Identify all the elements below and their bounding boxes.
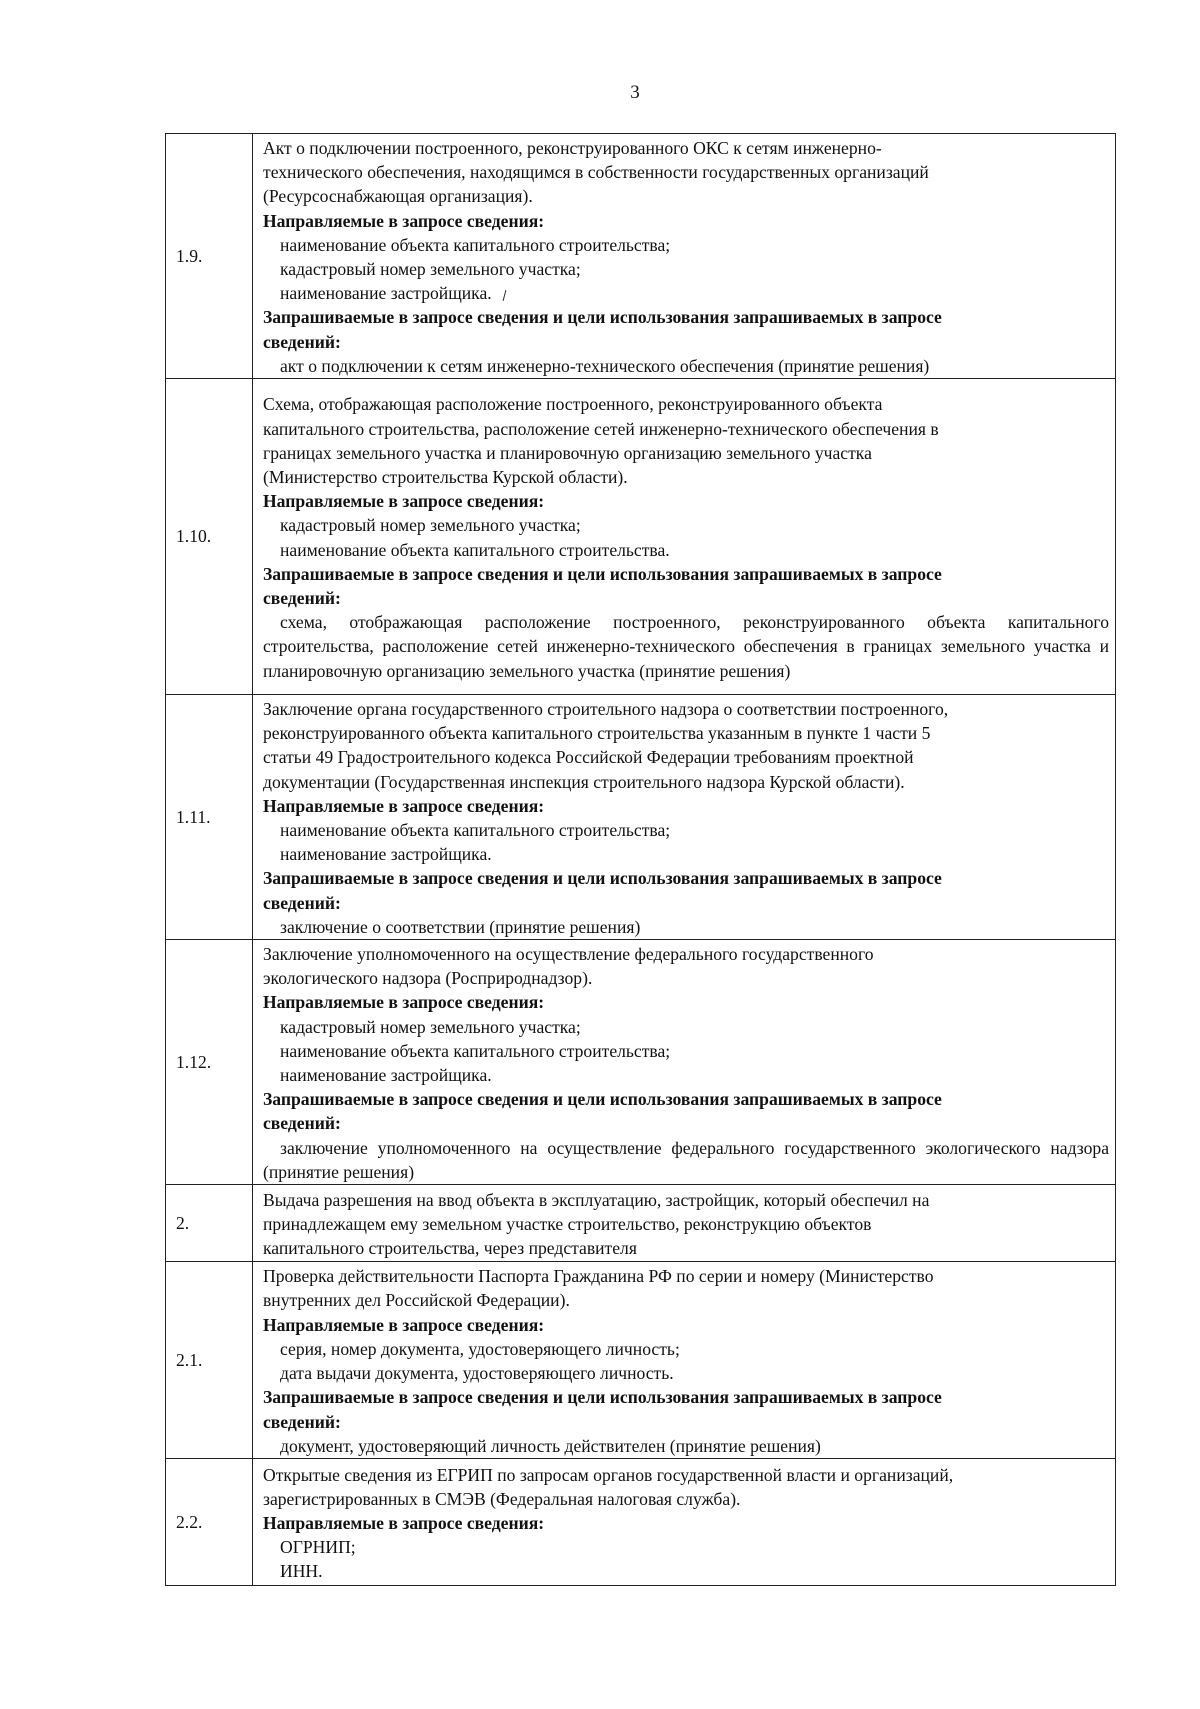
sent-data-header: Направляемые в запросе сведения: (263, 491, 545, 512)
sent-data-header: Направляемые в запросе сведения: (263, 1512, 545, 1533)
table-row (166, 1459, 1116, 1586)
requests-table (165, 133, 1116, 1586)
sent-data-header: Направляемые в запросе сведения: (263, 795, 545, 816)
sent-data-item: ОГРНИП; (280, 1537, 356, 1558)
row-content (253, 134, 1116, 379)
table-row (166, 940, 1116, 1185)
row-content (253, 379, 1116, 695)
table-row (166, 134, 1116, 379)
sent-data-item: серия, номер документа, удостоверяющего личность; (280, 1338, 680, 1359)
row-content (253, 695, 1116, 940)
requested-data-header: Запрашиваемые в запросе сведения и цели использования запрашиваемых в запросе (263, 868, 942, 889)
page-number: 3 (630, 82, 640, 103)
description-line: экологического надзора (Росприроднадзор). (263, 968, 593, 989)
requested-data-item: заключение о соответствии (принятие решения) (280, 916, 641, 937)
table-row (166, 695, 1116, 940)
description-line: границах земельного участка и планировочную организацию земельного участка (263, 442, 872, 463)
description-line: принадлежащем ему земельном участке строительство, реконструкцию объектов (263, 1213, 872, 1234)
description-line: реконструированного объекта капитального строительства указанным в пункте 1 части 5 (263, 723, 931, 744)
description-line: Открытые сведения из ЕГРИП по запросам органов государственной власти и организаций, (263, 1464, 954, 1485)
description-line: документации (Государственная инспекция строительного надзора Курской области). (263, 771, 905, 792)
row-content (253, 1185, 1116, 1262)
row-number: 1.9. (166, 134, 253, 379)
row-content (253, 1262, 1116, 1459)
description-line: зарегистрированных в СМЭВ (Федеральная налоговая служба). (263, 1488, 741, 1509)
description-line: Заключение органа государственного строительного надзора о соответствии построенного, (263, 699, 949, 720)
sent-data-item: наименование застройщика. (263, 281, 1109, 305)
sent-data-header: Направляемые в запросе сведения: (263, 210, 545, 231)
row-number: 1.10. (166, 379, 253, 695)
description-line: внутренних дел Российской Федерации). (263, 1290, 570, 1311)
requested-data-item: документ, удостоверяющий личность действителен (принятие решения) (280, 1435, 821, 1456)
sent-data-item: ИНН. (280, 1561, 323, 1582)
row-number: 2. (166, 1185, 253, 1262)
sent-data-item: наименование объекта капитального строительства; (280, 1040, 671, 1061)
table-row (166, 1185, 1116, 1262)
description-line: технического обеспечения, находящимся в собственности государственных организаций (263, 162, 929, 183)
requested-data-header: сведений: (263, 892, 341, 913)
sent-data-header: Направляемые в запросе сведения: (263, 992, 545, 1013)
row-content (253, 940, 1116, 1185)
sent-data-item: наименование застройщика. (280, 1065, 492, 1086)
requested-data-header: сведений: (263, 587, 341, 608)
requested-data-header: сведений: (263, 1411, 341, 1432)
sent-data-item: наименование объекта капитального строительства; (280, 234, 671, 255)
description-line: Акт о подключении построенного, реконструированного ОКС к сетям инженерно- (263, 138, 882, 158)
description-line: Заключение уполномоченного на осуществление федерального государственного (263, 944, 874, 965)
sent-data-item: наименование объекта капитального строительства. (280, 539, 670, 560)
sent-data-item: дата выдачи документа, удостоверяющего личность. (280, 1363, 674, 1384)
description-line: капитального строительства, расположение сетей инженерно-технического обеспечения в (263, 418, 939, 439)
requested-data-header: Запрашиваемые в запросе сведения и цели использования запрашиваемых в запросе (263, 563, 942, 584)
description-line: (Министерство строительства Курской области). (263, 466, 628, 487)
sent-data-item: наименование застройщика. (280, 844, 492, 865)
description-line: статьи 49 Градостроительного кодекса Российской Федерации требованиям проектной (263, 747, 914, 768)
description-line: Схема, отображающая расположение построенного, реконструированного объекта (263, 394, 883, 415)
row-number: 2.2. (166, 1459, 253, 1586)
row-number: 1.12. (166, 940, 253, 1185)
requested-data-item: заключение уполномоченного на осуществление федерального государственного экологического надзора (принятие решения) (263, 1137, 1109, 1182)
requested-data-header: Запрашиваемые в запросе сведения и цели использования запрашиваемых в запросе (263, 1387, 942, 1408)
requested-data-header: Запрашиваемые в запросе сведения и цели использования запрашиваемых в запросе (263, 1089, 942, 1110)
description-line: Выдача разрешения на ввод объекта в эксплуатацию, застройщик, который обеспечил на (263, 1189, 930, 1210)
row-number: 2.1. (166, 1262, 253, 1459)
sent-data-header: Направляемые в запросе сведения: (263, 1314, 545, 1335)
sent-data-item: кадастровый номер земельного участка; (280, 515, 581, 536)
requested-data-header: сведений: (263, 331, 341, 352)
requested-data-header: сведений: (263, 1113, 341, 1134)
pen-stroke-mark (502, 290, 506, 301)
description-line: (Ресурсоснабжающая организация). (263, 186, 533, 207)
requested-data-item: акт о подключении к сетям инженерно-технического обеспечения (принятие решения) (280, 355, 930, 376)
requested-data-header: Запрашиваемые в запросе сведения и цели использования запрашиваемых в запросе (263, 307, 942, 328)
row-number: 1.11. (166, 695, 253, 940)
sent-data-item: кадастровый номер земельного участка; (280, 1016, 581, 1037)
sent-data-item: кадастровый номер земельного участка; (280, 259, 581, 280)
table-row (166, 379, 1116, 695)
description-line: капитального строительства, через представителя (263, 1238, 637, 1259)
table-row (166, 1262, 1116, 1459)
sent-data-item: наименование объекта капитального строительства; (280, 820, 671, 841)
row-content (253, 1459, 1116, 1586)
requested-data-item: схема, отображающая расположение построенного, реконструированного объекта капитального строительства, расположение сетей инженерно-технического обеспечения в границах земельного участка и планировочную организацию земельного участка (принятие решения) (263, 612, 1109, 681)
description-line: Проверка действительности Паспорта Гражданина РФ по серии и номеру (Министерство (263, 1266, 934, 1287)
